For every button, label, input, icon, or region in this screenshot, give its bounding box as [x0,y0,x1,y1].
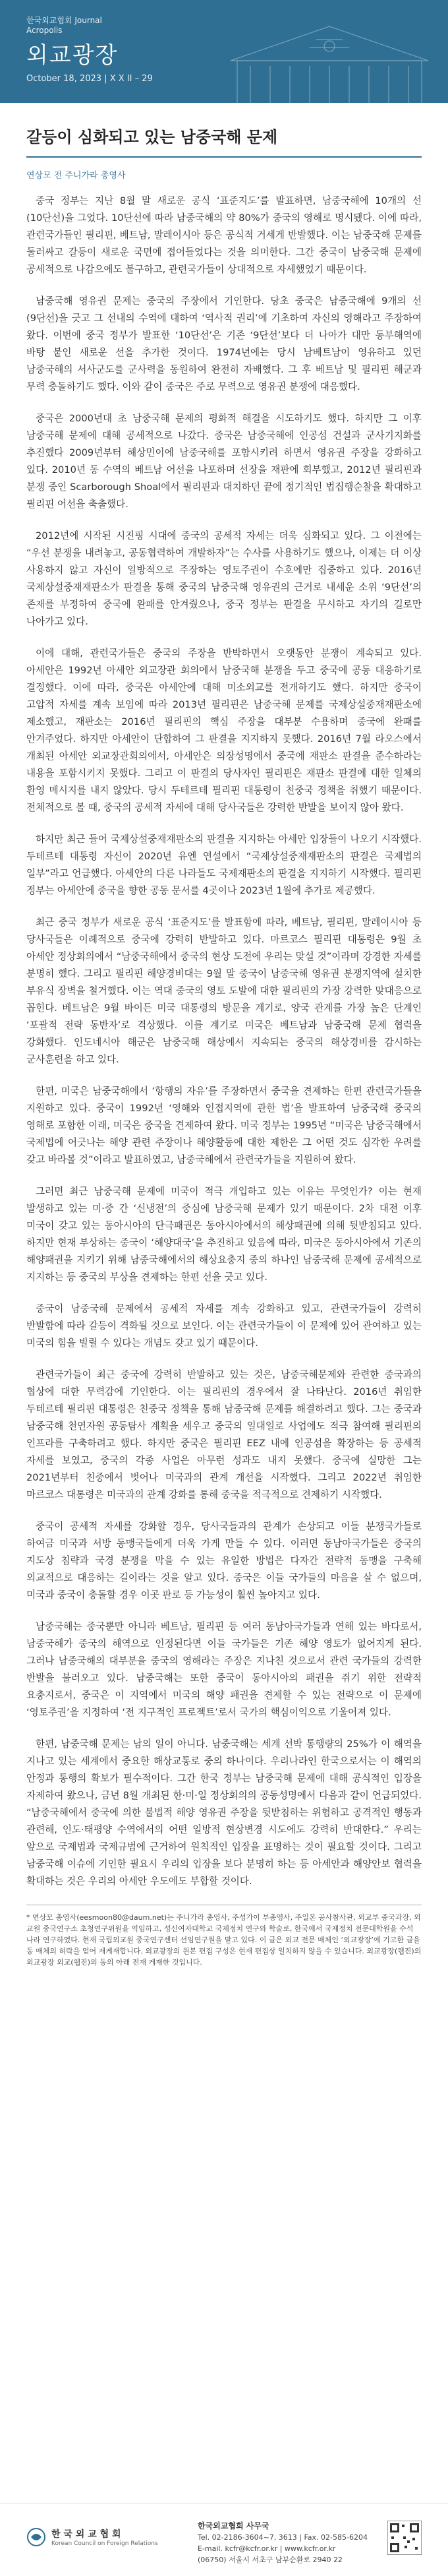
journal-header [0,0,448,103]
kcfr-logo-icon [26,2527,46,2547]
article-title: 갈등이 심화되고 있는 남중국해 문제 [26,128,278,146]
article-paragraph: 관련국가들이 최근 중국에 강력히 반발하고 있는 것은, 남중국해문제와 관련한 중국과의 협상에 대한 무력감에 기인한다. 이는 필리핀의 경우에서 잘 나타난다. 2016년 취임한 두테르테 필리핀 대통령은 친중국 정책을 통해 남중국해 문제를 해결하려고 했다. 그는 중국과 남중국해 천연자원 공동탐사 계획을 세우고 중국의 일대일로 사업에도 적극 참여해 필리핀의 인프라를 구축하려고 했다. 하지만 중국은 필리핀 EEZ 내에 인공섬을 확장하는 등 공세적 자세를 보였고, 중국의 각종 사업은 아무런 성과도 내지 못했다. 중국에 실망한 그는 2021년부터 친중에서 벗어나 미국과의 관계 개선을 시작했다. 그리고 2022년 취임한 마르코스 대통령은 미국과의 관계 강화를 통해 중국을 적극적으로 견제하기 시작했다. [26,1369,422,1500]
article-paragraph: 최근 중국 정부가 새로운 공식 ‘표준지도’를 발표함에 따라, 베트남, 필리핀, 말레이시아 등 당사국들은 이례적으로 중국에 강력히 반발하고 있다. 마르코스 필리핀 대통령은 9월 초 아세안 정상회의에서 “남중국해에서 중국의 현상 도전에 우리는 맞설 것”이라며 강경한 자세를 분명히 했다. 그리고 필리핀 해양경비대는 9월 말 중국이 남중국해 영유권 분쟁지역에 설치한 부유식 장벽을 철거했다. 이는 역대 중국의 영토 도발에 대한 필리핀의 가장 강력한 맞대응으로 꼽힌다. 베트남은 9월 바이든 미국 대통령의 방문을 계기로, 양국 관계를 가장 높은 단계인 ‘포괄적 전략 동반자’로 격상했다. 이를 계기로 미국은 베트남과 남중국해 문제 협력을 강화했다. 인도네시아 해군은 남중국해 해상에서 지속되는 중국의 해상경비를 감시하는 군사훈련을 하고 있다. [26,917,422,1065]
article-paragraph: 중국이 남중국해 문제에서 공세적 자세를 계속 강화하고 있고, 관련국가들이 강력히 반발함에 따라 갈등이 격화될 것으로 보인다. 이는 관련국가들이 이 문제에 있어 관여하고 있는 미국의 힘을 빌릴 수 있다는 개념도 갖고 있기 때문이다. [26,1303,422,1349]
article-paragraph: 이에 대해, 관련국가들은 중국의 주장을 반박하면서 오랫동안 분쟁이 계속되고 있다. 아세안은 1992년 아세안 외교장관 회의에서 남중국해 분쟁을 두고 중국에 공동 대응하기로 결정했다. 이에 따라, 중국은 아세안에 대해 미소외교를 전개하기도 했다. 하지만 중국이 고압적 자세를 계속 보임에 따라 2013년 필리핀은 남중국해 문제를 국제상설중재재판소에 제소했고, 재판소는 2016년 필리핀의 핵심 주장을 대부분 수용하며 중국에 완패를 안겨주었다. 하지만 아세안이 단합하여 그 판결을 지지하지 못했다. 2016년 7월 라오스에서 개최된 아세안 외교장관회의에서, 아세안은 의장성명에서 중국에 재판소 판결을 준수하라는 내용을 포함시키지 못했다. 그리고 이 판결의 당사자인 필리핀은 재판소 판결에 대한 일체의 환영 메시지를 내지 않았다. 당시 두테르테 필리핀 대통령이 친중국 정책을 취했기 때문이다. 전체적으로 볼 때, 중국의 공세적 자세에 대해 당사국들은 강력한 반발을 보이지 않아 왔다. [26,648,422,813]
article-paragraph: 2012년에 시작된 시진핑 시대에 중국의 공세적 자세는 더욱 심화되고 있다. 그 이전에는 “우선 분쟁을 내려놓고, 공동협력하여 개발하자”는 수사를 사용하기도 했으나, 이제는 더 이상 사용하지 않고 자신이 일방적으로 주장하는 영토주권이 수호에만 집중하고 있다. 2016년 국제상설중재재판소가 판결을 통해 중국의 남중국해 영유권의 근거로 내세운 소위 ‘9단선’의 존재를 부정하여 중국에 완패를 안겨줬으나, 중국 정부는 판결을 무시하고 자기의 길로만 나아가고 있다. [26,530,422,627]
journal-small-subtitle: Acropolis [26,26,63,35]
article [26,124,422,1968]
article-paragraph: 중국은 2000년대 초 남중국해 문제의 평화적 해결을 시도하기도 했다. 하지만 그 이후 남중국해 문제에 대해 공세적으로 나갔다. 중국은 남중국해에 인공섬 건설과 군사기지화를 추진했다 2009년부터 해상민이에 남중국해를 포함시키려 하면서 영유권 주장을 강화하고 있다. 2010년 동 수역의 베트남 어선을 나포하며 선장을 재판에 회부했고, 2012년 필리핀과 분쟁 중인 Scarborough Shoal에서 필리핀과 대치하던 끝에 정기적인 법집행순찰을 확대하고 필리핀 어선을 축출했다. [26,413,422,510]
article-paragraph: 그러면 최근 남중국해 문제에 미국이 적극 개입하고 있는 이유는 무엇인가? 이는 현재 발생하고 있는 미·중 간 ‘신냉전’의 중심에 남중국해 문제가 있기 때문이다. 2차 대전 이후 미국이 갖고 있는 동아시아의 단극패권은 동아시아에서의 해상패권에 의해 뒷받침되고 있다. 하지만 현재 부상하는 중국이 ‘해양대국’을 추진하고 있음에 따라, 미국은 동아시아에서 기존의 해양패권을 지키기 위해 남중국해에서의 해상요충지 중의 하나인 남중국해 문제에 공세적으로 지지하는 등 중국의 부상을 견제하는 한편 선을 긋고 있다. [26,1186,422,1283]
journal-small-title: 한국외교협회 Journal [26,16,102,25]
contact-info [198,2521,368,2565]
journal-english-name [26,16,102,36]
title-divider [26,156,422,158]
contact-address: (06750) 서울시 서초구 남부순환로 2940 22 [198,2556,343,2564]
org-english-name: Korean Council on Foreign Relations [51,2540,158,2547]
article-paragraph: 한편, 남중국해 문제는 남의 일이 아니다. 남중국해는 세계 선박 통행량의 25%가 이 해역을 지나고 있는 세계에서 중요한 해상교통로 중의 하나이다. 우리나라인 한국으로서는 이 해역의 안정과 통행의 확보가 필수적이다. 그간 한국 정부는 남중국해 문제에 대해 공식적인 입장을 자제하여 왔으나, 금년 8월 개최된 한·미·일 정상회의의 공동성명에서 다음과 같이 언급되었다. “남중국해에서 중국에 의한 불법적 해양 영유권 주장을 뒷받침하는 위험하고 공격적인 행동과 관련해, 인도·태평양 수역에서의 어떤 일방적 현상변경 시도에도 강력히 반대한다.” 우리는 앞으로 국제법과 국제규범에 근거하여 원칙적인 입장을 표명하는 것이 필요할 것이다. 그리고 남중국해 이슈에 기인한 필요시 우리의 입장을 보다 분명히 하는 등 아세안과 해양안보 협력을 확대하는 것은 우리의 아세안 우도에도 부합할 것이다. [26,1738,422,1887]
article-paragraph: 하지만 최근 들어 국제상설중재재판소의 판결을 지지하는 아세안 입장들이 나오기 시작했다. 두테르테 대통령 자신이 2020년 유엔 연설에서 “국제상설중재재판소의 판결은 국제법의 일부”라고 언급했다. 아세안의 다른 나라들도 국제재판소의 판결을 지지하기 시작했다. 필리핀 정부는 아세안에 중국을 향한 공동 문서를 4곳이나 2023년 1월에 추가로 제공했다. [26,834,422,896]
contact-title: 한국외교협회 사무국 [198,2521,269,2530]
article-paragraph: 남중국해는 중국뿐만 아니라 베트남, 필리핀 등 여러 동남아국가들과 연해 있는 바다로서, 남중국해가 중국의 해역으로 인정된다면 이들 국가들은 기존 해양 영토가 없어지게 된다. 그러나 남중국해의 대부분을 중국의 영해라는 주장은 지나친 것으로서 관련 국가들의 강력한 반발을 불러오고 있다. 남중국해는 또한 중국이 동아시아의 패권을 쥐기 위한 전략적 요충지로서, 중국은 이 지역에서 미국의 해양 패권을 견제할 수 있는 전략으로 이 문제에 ‘영토주권’을 지정하여 ‘전 지구적인 프로젝트’로서 국가의 핵심이익으로 기울어져 있다. [26,1621,422,1718]
article-paragraph: 중국이 공세적 자세를 강화할 경우, 당사국들과의 관계가 손상되고 이들 분쟁국가들로 하여금 미국과 서방 동맹국들에게 더욱 가게 만들 수 있다. 이러면 동남아국가들은 중국의 지도상 침략과 국경 분쟁을 막을 수 있는 유일한 방법은 다자간 전략적 동맹을 구축해 외교적으로 대응하는 길이라는 것을 알고 있다. 중국은 이들 국가들의 마음을 살 수 없으며, 미국과 중국이 충돌할 경우 이곳 판로 등 가능성이 훨씬 높아지고 있다. [26,1521,422,1601]
qr-code-icon[interactable] [387,2521,422,2555]
author-footnote: * 연상모 총영사(eesmoon80@daum.net)는 주니가라 총영사, 주성가이 부총영사, 주일본 공사참사관, 외교부 중국과장, 외교원 중국연구소 초청연구위원을 역임하고, 성신여자대학교 국제정치 연구와 학술로, 한국에서 국제정치 전문대학원을 수석 나라 연구하였다. 현재 국립외교원 중국연구센터 선임연구원을 맡고 있다. 이 글은 외교 전문 매체인 ‘외교광장’에 기고한 글을 동 매체의 허락을 얻어 재게재합니다. 외교광장의 원본 편집 구성은 현재 편집상 일치하지 않을 수 있습니다. 외교광장(웹진)의 외교광장 외교(웹진)의 동의 아래 전재 게재한 것입니다. [26,1913,422,1967]
journal-title: 외교광장 [26,42,119,69]
contact-phone: Tel. 02-2186-3604~7, 3613 | Fax. 02-585-6204 [198,2533,368,2542]
page-footer [0,2503,448,2576]
article-paragraph: 한편, 미국은 남중국해에서 ‘항행의 자유’를 주장하면서 중국을 견제하는 한편 관련국가들을 지원하고 있다. 중국이 1992년 ‘영해와 인접지역에 관한 법’을 발표하여 남중국해 중국의 영해로 포함한 이래, 미국은 중국을 견제하여 왔다. 미국 정부는 1995년 “미국은 남중국해에서 국제법에 어긋나는 해양 관련 주장이나 해양활동에 대한 제한은 그 어떤 것도 심각한 우려를 갖고 바라볼 것”이라고 발표하였고, 남중국해에서 관련국가들을 지원하여 왔다. [26,1086,422,1165]
article-author: 연상모 전 주니가라 총영사 [26,171,126,181]
org-name: 한 국 외 교 협 회 [51,2529,121,2540]
building-illustration-icon [211,0,448,103]
article-paragraph: 중국 정부는 지난 8월 말 새로운 공식 ‘표준지도’를 발표하면, 남중국해에 10개의 선(10단선)을 그었다. 10단선에 따라 남중국해의 약 80%가 중국의 영해로 명시됐다. 이에 따라, 관련국가들인 필리핀, 베트남, 말레이시아 등은 공식적 거세게 반발했다. 이는 남중국해 문제를 둘러싸고 갈등이 새로운 국면에 접어들었다는 것을 의미한다. 그간 중국이 남중국해 문제에 공세적으로 나감으에도 불구하고, 관련국가들이 상대적으로 자세했었기 때문이다. [26,195,422,275]
issue-date: October 18, 2023 | X X II – 29 [26,74,153,84]
article-paragraph: 남중국해 영유권 문제는 중국의 주장에서 기인한다. 당초 중국은 남중국해에 9개의 선(9단선)을 긋고 그 선내의 수역에 대하여 ‘역사적 권리’에 기초하여 자신의 영해라고 주장하여 왔다. 이번에 중국 정부가 발표한 ‘10단선’은 기존 ‘9단선’보다 더 나아가 대만 동부해역에 바탕 붙인 새로운 선을 추가한 것이다. 1974년에는 당시 남베트남이 영유하고 있던 남중국해의 서사군도를 군사력을 동원하여 완전히 자배했다. 그 후 베트남 및 필리핀 해군과 무력 충돌하기도 했다. 이와 같이 중국은 주로 무력으로 영유권 분쟁에 대응했다. [26,295,422,392]
contact-email[interactable]: E-mail. kcfr@kcfr.or.kr | www.kcfr.or.kr [198,2544,336,2553]
